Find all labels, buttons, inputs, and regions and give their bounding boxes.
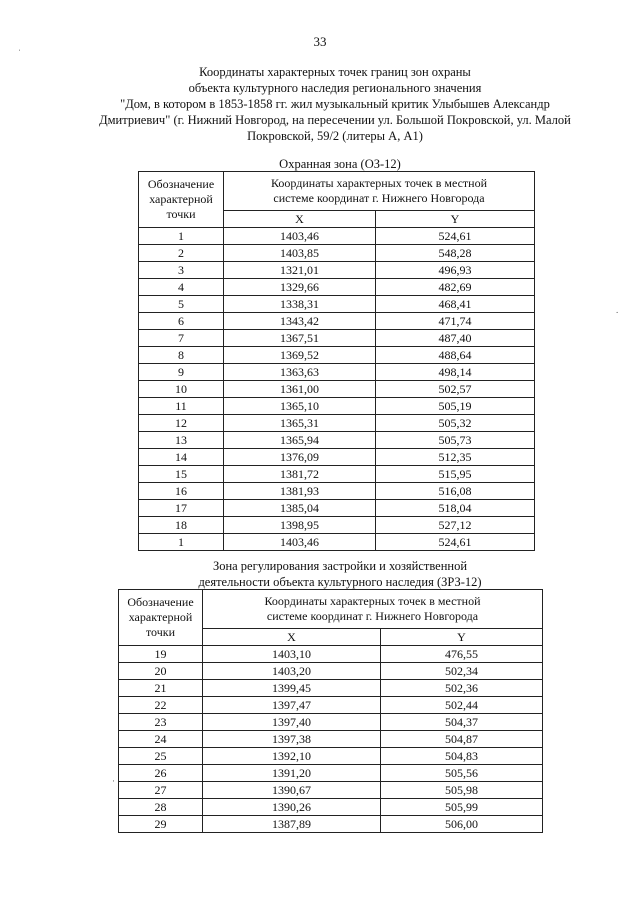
- table-row: [139, 415, 535, 432]
- point-header-line: Обозначение: [127, 595, 194, 609]
- point-number-cell: 22: [119, 697, 203, 714]
- table2-caption: [160, 558, 520, 590]
- y-coordinate-cell: 502,34: [381, 663, 543, 680]
- table-row: [139, 466, 535, 483]
- x-coordinate-cell: 1365,10: [224, 398, 376, 415]
- table-row: [139, 364, 535, 381]
- point-number-cell: 24: [119, 731, 203, 748]
- y-coordinate-cell: 502,57: [376, 381, 535, 398]
- point-number-cell: 3: [139, 262, 224, 279]
- point-header: [119, 590, 203, 646]
- point-number-cell: 13: [139, 432, 224, 449]
- x-coordinate-cell: 1338,31: [224, 296, 376, 313]
- y-coordinate-cell: 471,74: [376, 313, 535, 330]
- y-coordinate-cell: 488,64: [376, 347, 535, 364]
- y-coordinate-cell: 548,28: [376, 245, 535, 262]
- point-number-cell: 8: [139, 347, 224, 364]
- table-row: [119, 731, 543, 748]
- x-coordinate-cell: 1361,00: [224, 381, 376, 398]
- title-line: Дмитриевич" (г. Нижний Новгород, на пересечении ул. Большой Покровской, ул. Малой: [99, 113, 571, 127]
- y-coordinate-cell: 512,35: [376, 449, 535, 466]
- page-number: 33: [313, 34, 327, 49]
- table-row: [139, 313, 535, 330]
- table1-caption: [200, 156, 480, 172]
- x-coordinate-cell: 1397,40: [203, 714, 381, 731]
- x-coordinate-cell: 1392,10: [203, 748, 381, 765]
- x-coordinate-cell: 1343,42: [224, 313, 376, 330]
- x-coordinate-cell: 1381,72: [224, 466, 376, 483]
- y-coordinate-cell: 504,87: [381, 731, 543, 748]
- coords-header: [203, 590, 543, 629]
- table-row: [139, 534, 535, 551]
- y-header: Y: [376, 211, 535, 228]
- y-coordinate-cell: 505,19: [376, 398, 535, 415]
- x-coordinate-cell: 1391,20: [203, 765, 381, 782]
- y-header: Y: [381, 629, 543, 646]
- table2-caption-line: деятельности объекта культурного наследия (ЗРЗ-12): [198, 575, 482, 589]
- y-coordinate-cell: 505,32: [376, 415, 535, 432]
- table-row: [139, 483, 535, 500]
- y-coordinate-cell: 524,61: [376, 228, 535, 245]
- y-coordinate-cell: 487,40: [376, 330, 535, 347]
- x-coordinate-cell: 1403,10: [203, 646, 381, 663]
- table-row: [139, 381, 535, 398]
- x-coordinate-cell: 1397,47: [203, 697, 381, 714]
- y-coordinate-cell: 504,83: [381, 748, 543, 765]
- y-coordinate-cell: 518,04: [376, 500, 535, 517]
- point-number-cell: 28: [119, 799, 203, 816]
- point-header-line: точки: [166, 207, 196, 221]
- y-coordinate-cell: 506,00: [381, 816, 543, 833]
- x-coordinate-cell: 1385,04: [224, 500, 376, 517]
- y-coordinate-cell: 515,95: [376, 466, 535, 483]
- scan-mark: ˈ: [18, 48, 21, 58]
- point-number-cell: 17: [139, 500, 224, 517]
- x-coordinate-cell: 1397,38: [203, 731, 381, 748]
- y-coordinate-cell: 476,55: [381, 646, 543, 663]
- x-header: X: [203, 629, 381, 646]
- coords-header: [224, 172, 535, 211]
- table-row: [119, 799, 543, 816]
- y-coordinate-cell: 505,99: [381, 799, 543, 816]
- table-row: [139, 432, 535, 449]
- table-row: [119, 680, 543, 697]
- document-title: [70, 64, 600, 144]
- point-number-cell: 21: [119, 680, 203, 697]
- title-line: объекта культурного наследия регионального значения: [188, 81, 482, 95]
- coords-header-line: системе координат г. Нижнего Новгорода: [266, 609, 479, 623]
- point-number-cell: 2: [139, 245, 224, 262]
- table-row: [139, 517, 535, 534]
- table-row: [139, 279, 535, 296]
- x-coordinate-cell: 1398,95: [224, 517, 376, 534]
- point-number-cell: 5: [139, 296, 224, 313]
- y-coordinate-cell: 505,56: [381, 765, 543, 782]
- y-coordinate-cell: 516,08: [376, 483, 535, 500]
- table-row: [139, 262, 535, 279]
- table-row: [119, 646, 543, 663]
- point-number-cell: 23: [119, 714, 203, 731]
- table1-body: [139, 228, 535, 551]
- y-coordinate-cell: 502,44: [381, 697, 543, 714]
- point-number-cell: 1: [139, 534, 224, 551]
- point-number-cell: 27: [119, 782, 203, 799]
- point-number-cell: 19: [119, 646, 203, 663]
- title-line: Покровской, 59/2 (литеры А, А1): [247, 129, 423, 143]
- table2-body: [119, 646, 543, 833]
- x-coordinate-cell: 1390,67: [203, 782, 381, 799]
- point-number-cell: 16: [139, 483, 224, 500]
- table-row: [139, 500, 535, 517]
- point-header-line: характерной: [149, 192, 213, 206]
- x-coordinate-cell: 1403,20: [203, 663, 381, 680]
- x-coordinate-cell: 1399,45: [203, 680, 381, 697]
- point-number-cell: 15: [139, 466, 224, 483]
- point-number-cell: 1: [139, 228, 224, 245]
- table-row: [139, 330, 535, 347]
- scan-mark: ·: [112, 776, 115, 786]
- point-number-cell: 25: [119, 748, 203, 765]
- y-coordinate-cell: 496,93: [376, 262, 535, 279]
- x-coordinate-cell: 1329,66: [224, 279, 376, 296]
- x-coordinate-cell: 1403,46: [224, 228, 376, 245]
- y-coordinate-cell: 504,37: [381, 714, 543, 731]
- point-number-cell: 14: [139, 449, 224, 466]
- coords-header-line: Координаты характерных точек в местной: [271, 176, 488, 190]
- table2-caption-line: Зона регулирования застройки и хозяйственной: [212, 559, 468, 573]
- table-row: [119, 714, 543, 731]
- table-row: [139, 245, 535, 262]
- y-coordinate-cell: 505,73: [376, 432, 535, 449]
- point-header-line: Обозначение: [147, 177, 215, 191]
- point-number-cell: 11: [139, 398, 224, 415]
- x-coordinate-cell: 1363,63: [224, 364, 376, 381]
- table-row: [139, 449, 535, 466]
- table1-caption-line: Охранная зона (ОЗ-12): [279, 157, 401, 171]
- x-coordinate-cell: 1403,46: [224, 534, 376, 551]
- point-number-cell: 6: [139, 313, 224, 330]
- point-number-cell: 7: [139, 330, 224, 347]
- table-row: [119, 697, 543, 714]
- table-row: [139, 347, 535, 364]
- table-row: [119, 765, 543, 782]
- x-header: X: [224, 211, 376, 228]
- point-number-cell: 9: [139, 364, 224, 381]
- x-coordinate-cell: 1390,26: [203, 799, 381, 816]
- x-coordinate-cell: 1365,94: [224, 432, 376, 449]
- y-coordinate-cell: 482,69: [376, 279, 535, 296]
- table-row: [119, 663, 543, 680]
- regulation-zone-table: [118, 589, 543, 833]
- point-number-cell: 18: [139, 517, 224, 534]
- y-coordinate-cell: 502,36: [381, 680, 543, 697]
- x-coordinate-cell: 1367,51: [224, 330, 376, 347]
- point-number-cell: 12: [139, 415, 224, 432]
- point-header-line: характерной: [128, 610, 193, 624]
- point-number-cell: 29: [119, 816, 203, 833]
- point-header: [139, 172, 224, 228]
- y-coordinate-cell: 527,12: [376, 517, 535, 534]
- y-coordinate-cell: 498,14: [376, 364, 535, 381]
- coords-header-line: системе координат г. Нижнего Новгорода: [273, 191, 485, 205]
- title-line: "Дом, в котором в 1853-1858 гг. жил музыкальный критик Улыбышев Александр: [120, 97, 550, 111]
- point-number-cell: 4: [139, 279, 224, 296]
- point-number-cell: 26: [119, 765, 203, 782]
- title-line: Координаты характерных точек границ зон охраны: [199, 65, 471, 79]
- x-coordinate-cell: 1369,52: [224, 347, 376, 364]
- scan-mark: .: [616, 305, 619, 315]
- x-coordinate-cell: 1321,01: [224, 262, 376, 279]
- table-row: [139, 228, 535, 245]
- x-coordinate-cell: 1403,85: [224, 245, 376, 262]
- x-coordinate-cell: 1381,93: [224, 483, 376, 500]
- y-coordinate-cell: 524,61: [376, 534, 535, 551]
- x-coordinate-cell: 1365,31: [224, 415, 376, 432]
- x-coordinate-cell: 1376,09: [224, 449, 376, 466]
- table-row: [139, 296, 535, 313]
- coords-header-line: Координаты характерных точек в местной: [264, 594, 481, 608]
- y-coordinate-cell: 468,41: [376, 296, 535, 313]
- table-row: [119, 782, 543, 799]
- table-row: [139, 398, 535, 415]
- table-row: [119, 748, 543, 765]
- y-coordinate-cell: 505,98: [381, 782, 543, 799]
- x-coordinate-cell: 1387,89: [203, 816, 381, 833]
- table-row: [119, 816, 543, 833]
- protection-zone-table: [138, 171, 535, 551]
- point-header-line: точки: [145, 625, 176, 639]
- point-number-cell: 20: [119, 663, 203, 680]
- point-number-cell: 10: [139, 381, 224, 398]
